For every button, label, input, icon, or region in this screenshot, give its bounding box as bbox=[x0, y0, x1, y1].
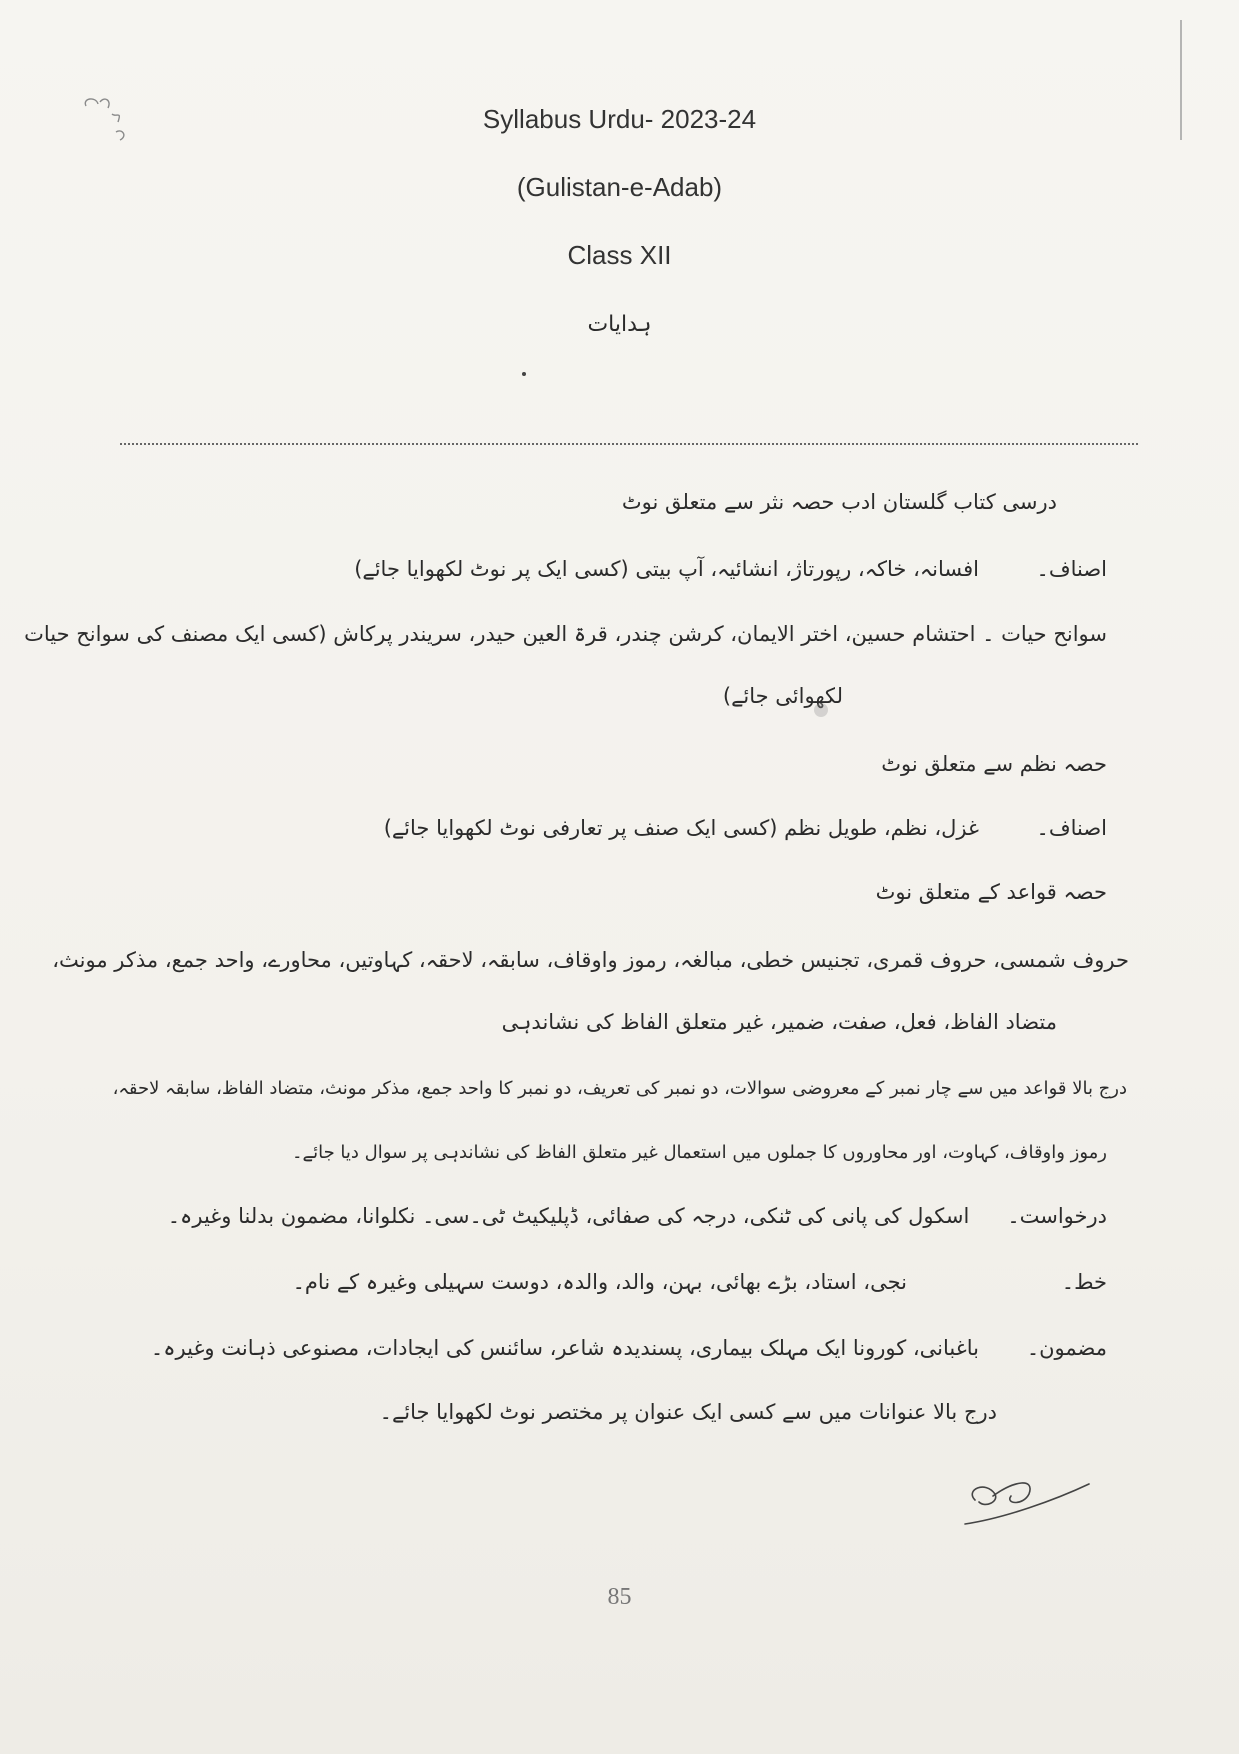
poetry-genres-row bbox=[384, 816, 1107, 840]
prose-genres: افسانہ، خاکہ، رپورتاژ، انشائیہ، آپ بیتی (کسی ایک پر نوٹ لکھوایا جائے) bbox=[354, 557, 979, 581]
prose-genres-row bbox=[354, 557, 1107, 581]
application-row bbox=[168, 1204, 1107, 1228]
biography-line-1: سوانح حیات ۔ احتشام حسین، اختر الایمان، کرشن چندر، قرۃ العین حیدر، سریندر پرکاش (کسی ایک مصنف کی سوانح حیات bbox=[24, 622, 1107, 646]
dotted-divider bbox=[120, 443, 1138, 445]
ink-smudge bbox=[810, 700, 832, 720]
book-title: (Gulistan-e-Adab) bbox=[516, 172, 723, 202]
letter-row bbox=[293, 1270, 1107, 1294]
syllabus-title: Syllabus Urdu- 2023-24 bbox=[482, 104, 757, 134]
essay-topics: باغبانی، کورونا ایک مہلک بیماری، پسندیدہ شاعر، سائنس کی ایجادات، مصنوعی ذہانت وغیرہ۔ bbox=[150, 1336, 979, 1360]
letter-label: خط۔ bbox=[1061, 1270, 1107, 1294]
application-topics: اسکول کی پانی کی ٹنکی، درجہ کی صفائی، ڈپلیکیٹ ٹی۔سی۔ نکلوانا، مضمون بدلنا وغیرہ۔ bbox=[167, 1204, 970, 1228]
poetry-genres-label: اصناف۔ bbox=[1036, 816, 1107, 840]
page-number: 85 bbox=[607, 1584, 632, 1610]
class-name: Class XII bbox=[567, 240, 672, 270]
grammar-note-line-2: رموز واوقاف، کہاوت، اور محاوروں کا جملوں میں استعمال غیر متعلق الفاظ کی نشاندہی پر سوال دیا جائے۔ bbox=[291, 1142, 1107, 1163]
signature bbox=[955, 1460, 1095, 1540]
prose-genres-label: اصناف۔ bbox=[1036, 557, 1107, 581]
essay-note: درج بالا عنوانات میں سے کسی ایک عنوان پر مختصر نوٹ لکھوایا جائے۔ bbox=[379, 1400, 997, 1424]
poetry-heading: حصہ نظم سے متعلق نوٹ bbox=[881, 752, 1107, 776]
essay-label: مضمون۔ bbox=[1026, 1336, 1107, 1360]
biography-line-2: لکھوائی جائے) bbox=[722, 684, 843, 708]
grammar-note-line-1: درج بالا قواعد میں سے چار نمبر کے معروضی سوالات، دو نمبر کی تعریف، دو نمبر کا واحد جمع، مذکر مونث، متضاد الفاظ، سابقہ لاحقہ، bbox=[112, 1078, 1127, 1099]
poetry-genres: غزل، نظم، طویل نظم (کسی ایک صنف پر تعارفی نوٹ لکھوایا جائے) bbox=[383, 816, 979, 840]
grammar-heading: حصہ قواعد کے متعلق نوٹ bbox=[875, 880, 1107, 904]
stray-dot bbox=[522, 372, 526, 376]
prose-heading: درسی کتاب گلستان ادب حصہ نثر سے متعلق نوٹ bbox=[621, 490, 1057, 514]
grammar-topics-line-2: متضاد الفاظ، فعل، صفت، ضمیر، غیر متعلق الفاظ کی نشاندہی bbox=[501, 1010, 1057, 1034]
essay-row bbox=[151, 1336, 1107, 1360]
application-label: درخواست۔ bbox=[1007, 1204, 1107, 1228]
grammar-topics-line-1: حروف شمسی، حروف قمری، تجنیس خطی، مبالغہ، رموز واوقاف، سابقہ، لاحقہ، کہاوتیں، محاورے، واحد جمع، مذکر مونث، bbox=[52, 948, 1129, 972]
instructions-heading: ہدایات bbox=[587, 312, 652, 337]
letter-topics: نجی، استاد، بڑے بھائی، بہن، والد، والدہ، دوست سہیلی وغیرہ کے نام۔ bbox=[292, 1270, 907, 1294]
